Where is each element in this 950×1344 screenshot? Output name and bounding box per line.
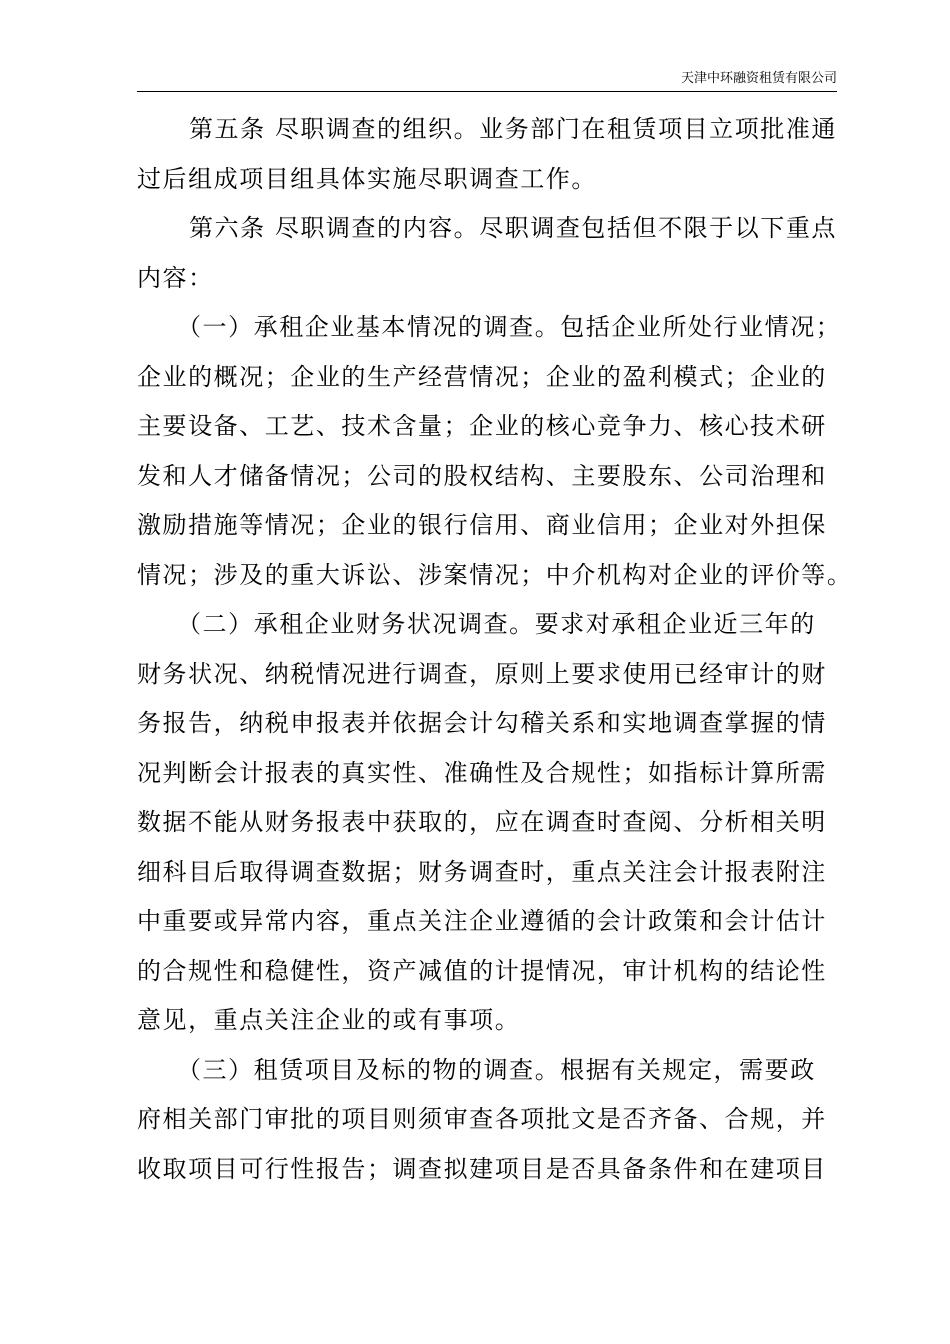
text-line: 的合规性和稳健性，资产减值的计提情况，审计机构的结论性	[137, 956, 827, 985]
text-line: 府相关部门审批的项目则须审查各项批文是否齐备、合规，并	[137, 1105, 827, 1133]
text-line: 收取项目可行性报告；调查拟建项目是否具备条件和在建项目	[137, 1154, 827, 1183]
text-line: 激励措施等情况；企业的银行信用、商业信用；企业对外担保	[137, 511, 827, 539]
text-line: 况判断会计报表的真实性、准确性及合规性；如指标计算所需	[137, 758, 827, 787]
text-line: 企业的概况；企业的生产经营情况；企业的盈利模式；企业的	[137, 362, 827, 391]
text-line: 财务状况、纳税情况进行调查，原则上要求使用已经审计的财	[137, 659, 827, 688]
text-line: （二）承租企业财务状况调查。要求对承租企业近三年的	[177, 610, 816, 638]
text-line: 中重要或异常内容，重点关注企业遵循的会计政策和会计估计	[137, 907, 827, 935]
text-line: 发和人才储备情况；公司的股权结构、主要股东、公司治理和	[137, 461, 827, 490]
text-line: 数据不能从财务报表中获取的，应在调查时查阅、分析相关明	[137, 808, 827, 836]
text-line: 第五条 尽职调查的组织。业务部门在租赁项目立项批准通	[189, 115, 837, 143]
text-line: 主要设备、工艺、技术含量；企业的核心竞争力、核心技术研	[137, 412, 827, 440]
text-line: （一）承租企业基本情况的调查。包括企业所处行业情况；	[177, 313, 842, 341]
document-body	[137, 105, 853, 1194]
header-divider	[137, 91, 837, 92]
text-line: 细科目后取得调查数据；财务调查时，重点关注会计报表附注	[137, 857, 827, 886]
page-header-company: 天津中环融资租赁有限公司	[680, 71, 837, 86]
text-line: 意见，重点关注企业的或有事项。	[137, 1006, 521, 1034]
text-line: 第六条 尽职调查的内容。尽职调查包括但不限于以下重点	[189, 214, 837, 242]
text-line: 内容：	[137, 263, 214, 292]
text-line: 过后组成项目组具体实施尽职调查工作。	[137, 164, 597, 193]
text-line: 情况；涉及的重大诉讼、涉案情况；中介机构对企业的评价等。	[137, 560, 853, 589]
text-line: （三）租赁项目及标的物的调查。根据有关规定，需要政	[177, 1055, 816, 1084]
text-line: 务报告，纳税申报表并依据会计勾稽关系和实地调查掌握的情	[137, 709, 827, 737]
